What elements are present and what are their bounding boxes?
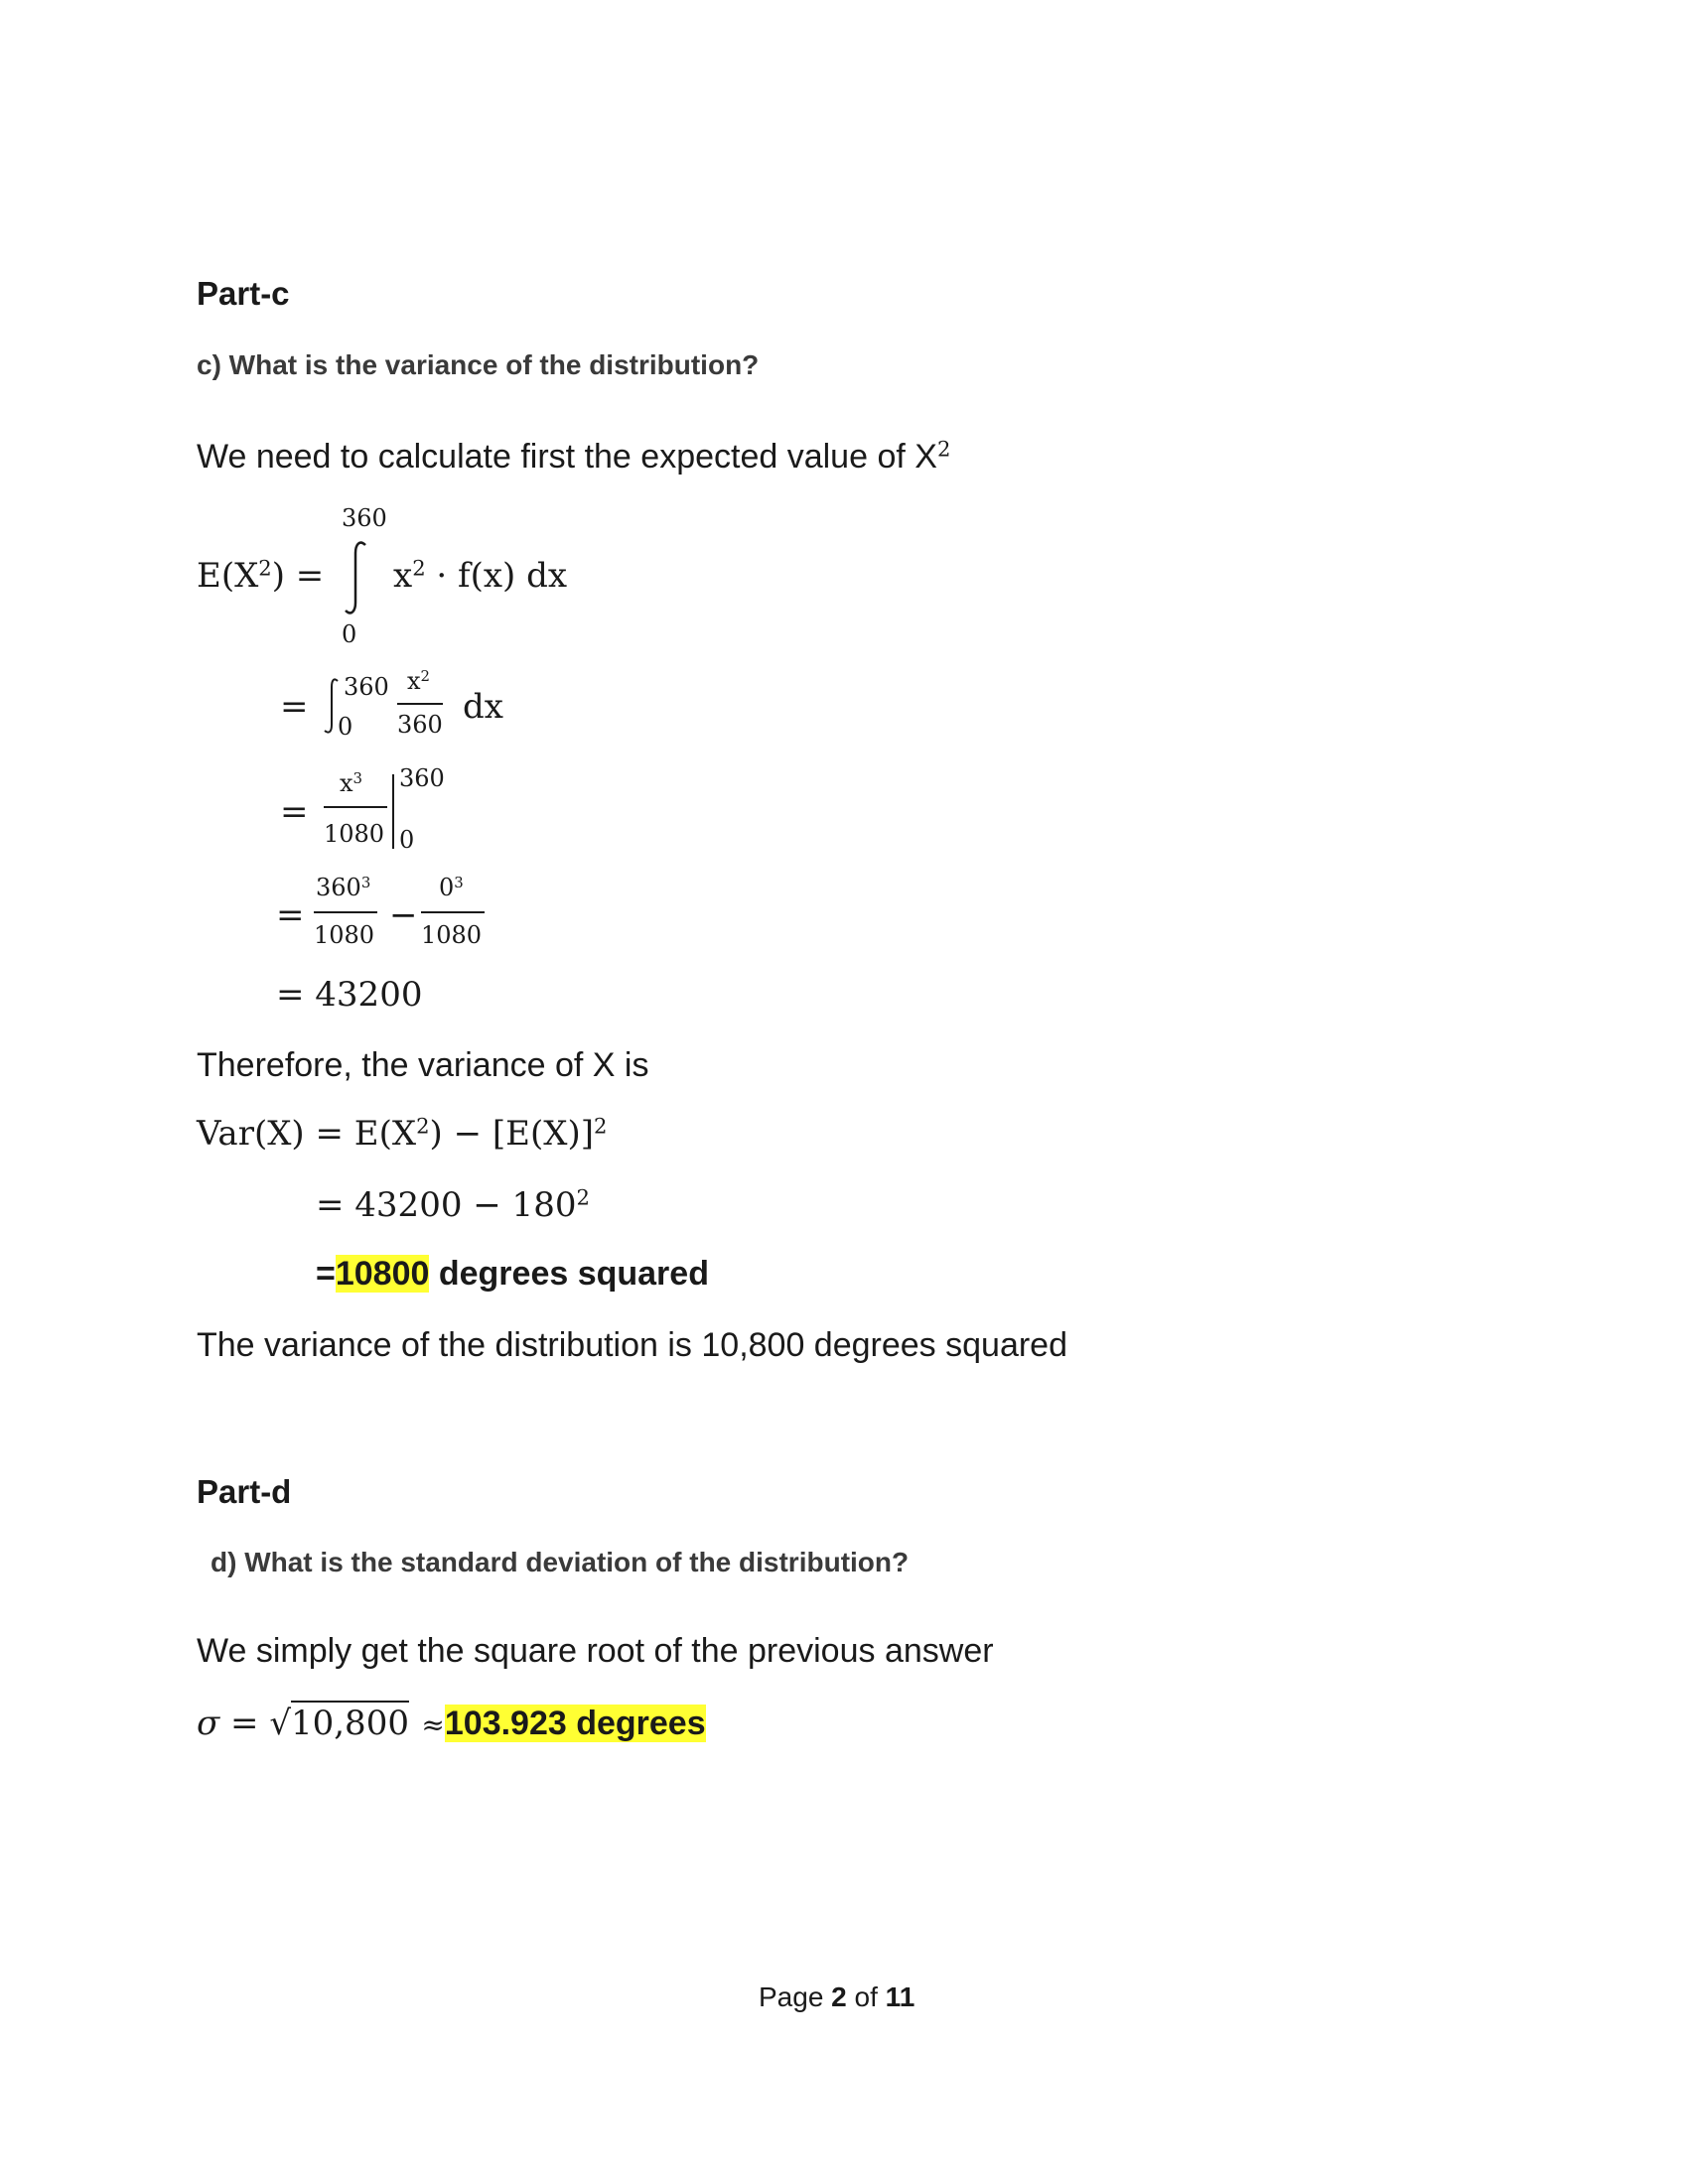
- part-d-intro: We simply get the square root of the previous answer: [197, 1632, 994, 1670]
- variance-result: =10800 degrees squared: [316, 1255, 709, 1293]
- variance-intro: Therefore, the variance of X is: [197, 1046, 649, 1084]
- std-dev-formula: [197, 1704, 706, 1743]
- integral1-lhs: $E(X^2)$ =: [197, 555, 325, 596]
- integral1-integrand: $x^2 \cdot f(x)$ dx: [393, 555, 568, 596]
- part-d-heading: Part-d: [197, 1473, 292, 1510]
- sigma-label: σ =: [197, 1704, 270, 1743]
- step2-fraction-bar: [397, 703, 443, 705]
- radicand: 10,800: [291, 1701, 409, 1743]
- step4-equals: =: [276, 895, 305, 935]
- integral1-lower-limit: 0: [342, 620, 357, 648]
- step3-equals: =: [280, 792, 309, 832]
- step2-equals: =: [280, 687, 309, 727]
- step4-denominator2: 1080: [421, 921, 483, 949]
- step4-numerator1: $360^3$: [316, 873, 371, 901]
- step2-lower-limit: 0: [338, 713, 353, 741]
- step2-denominator: 360: [397, 711, 443, 739]
- step5-result: = 43200: [276, 975, 423, 1015]
- step3-eval-bar: [392, 774, 394, 849]
- step4-denominator1: 1080: [314, 921, 375, 949]
- step3-denominator: 1080: [324, 820, 385, 848]
- integral1-upper-limit: 360: [342, 504, 387, 532]
- step2-dx: dx: [463, 687, 503, 727]
- part-d-question: d) What is the standard deviation of the distribution?: [211, 1547, 910, 1577]
- step3-lower-limit: 0: [399, 826, 415, 854]
- step2-upper-limit: 360: [344, 673, 389, 701]
- variance-substitution: = $43200 - 180^2$: [316, 1184, 590, 1225]
- variance-conclusion: The variance of the distribution is 10,800 degrees squared: [197, 1326, 1067, 1364]
- part-c-question: c) What is the variance of the distribution?: [197, 349, 760, 380]
- variance-formula: $Var(X) = E(X^2) - [E(X)]^2$: [197, 1113, 608, 1154]
- sqrt-icon: √: [269, 1704, 291, 1743]
- step3-fraction-bar: [324, 806, 387, 808]
- part-c-heading: Part-c: [197, 275, 290, 312]
- std-dev-answer: 103.923 degrees: [444, 1705, 706, 1742]
- step3-upper-limit: 360: [399, 764, 445, 792]
- step2-numerator: $x^2$: [407, 666, 431, 695]
- step4-minus: −: [389, 895, 418, 935]
- step4-numerator2: $0^3$: [439, 873, 464, 901]
- part-c-intro: We need to calculate first the expected value of $X^2$: [197, 436, 951, 476]
- step3-numerator: $x^3$: [340, 768, 363, 797]
- approx-symbol: ≈: [421, 1708, 445, 1741]
- page-number: Page 2 of 11: [759, 1981, 915, 2012]
- integral-sign-icon: [338, 539, 373, 616]
- step4-fraction-bar1: [314, 911, 377, 913]
- variance-highlight: 10800: [335, 1255, 430, 1293]
- step4-fraction-bar2: [421, 911, 485, 913]
